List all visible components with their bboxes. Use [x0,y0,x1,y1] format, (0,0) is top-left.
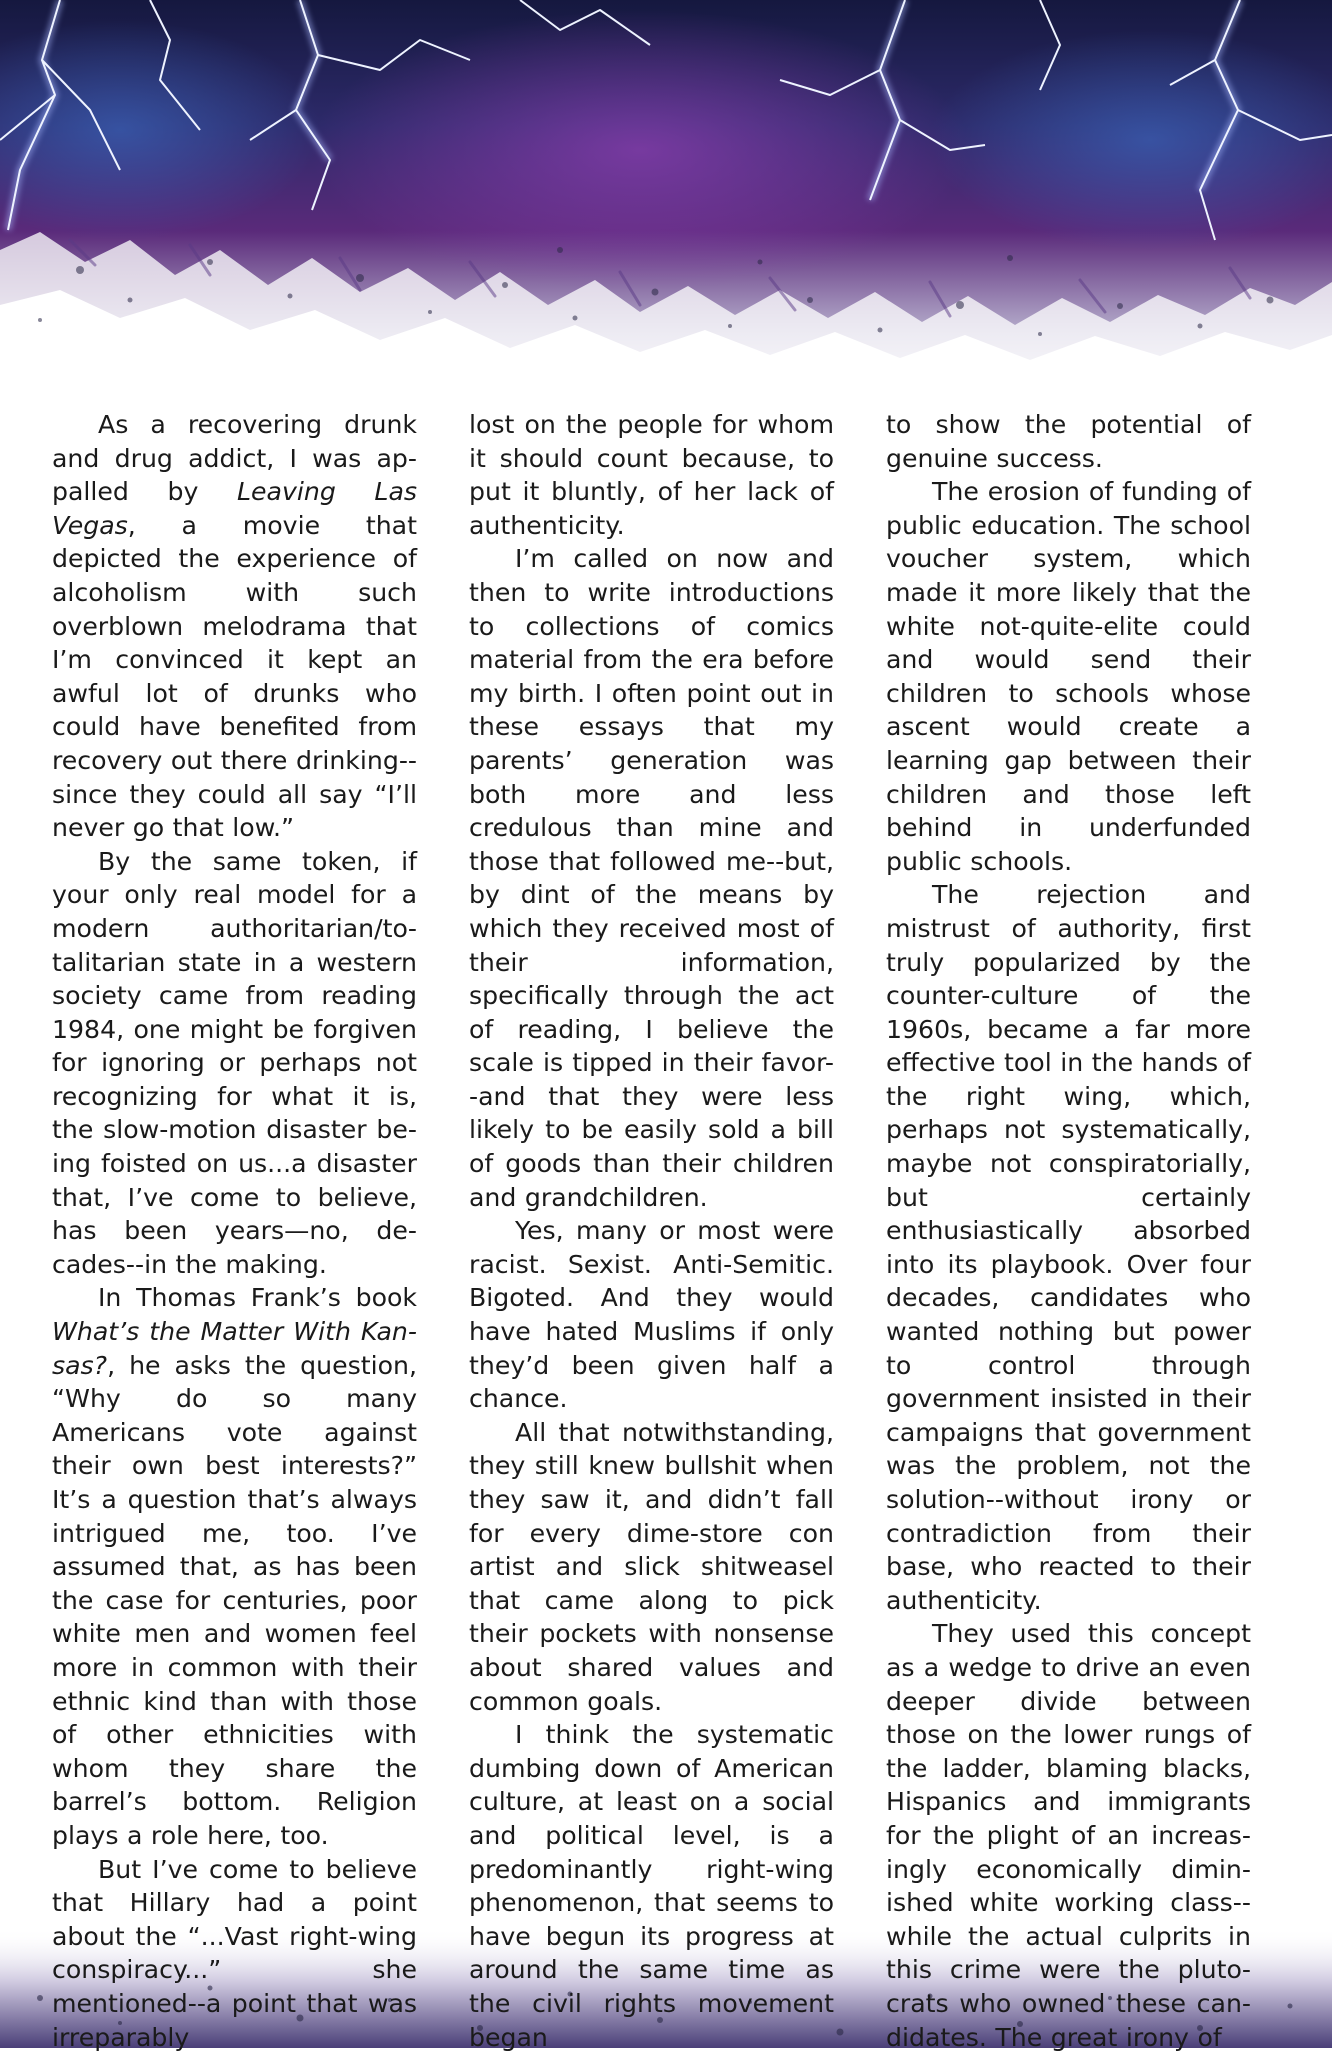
storm-header-art [0,0,1332,420]
paragraph [52,845,417,1282]
text-run: I think the systematic dumbing down of American culture, at least on a social and political level, is a predominantly right-wing phenomenon, that seems to have begun its progress at around the same time as the civil rights movement began [469,1720,834,2052]
text-run: The rejection and mistrust of authority, first truly popularized by the counter-culture of the 1960s, became a far more effective tool in the hands of the right wing, which, perhaps not systematically, maybe not conspiratorially, but certainly enthusiastically absorbed into its playbook. Over four decades, candidates who wanted nothing but power to control through government insisted in their campaigns that government was the problem, not the solution--without irony or contradiction from their base, who reacted to their authenticity. [886,880,1251,1615]
text-run: , he asks the question, “Why do so many Americans vote against their own best interests?” It’s a question that’s always intrigued me, too. I’ve assumed that, as has been the case for centuries, poor white men and women feel more in common with their ethnic kind than with those of other ethnicities with whom they share the barrel’s bottom. Religion plays a role here, too. [52,1350,417,1850]
text-run: All that notwithstanding, they still knew bullshit when they saw it, and didn’t fall for every dime-store con artist and slick shitweasel that came along to pick their pockets with nonsense about shared values and common goals. [469,1417,834,1716]
paragraph [469,1718,834,2054]
text-run: The erosion of funding of public education. The school voucher system, which made it more likely that the white not-quite-elite could and would send their children to schools whose ascent would create a learning gap between their children and those left behind in underfunded public schools. [886,477,1251,876]
article-column-1 [52,408,417,2054]
article-column-3 [886,408,1251,2054]
paragraph [469,408,834,542]
text-run: lost on the people for whom it should count because, to put it bluntly, of her lack of authenticity. [469,410,834,540]
sky-glow-purple [310,10,970,290]
paragraph [469,542,834,1214]
text-run: But I’ve come to believe that Hillary had a point about the “...Vast right-wing conspiracy...” she mentioned--a point that was irreparably [52,1854,417,2052]
paragraph [886,878,1251,1617]
text-run: They used this concept as a wedge to drive an even deeper divide between those on the lower rungs of the ladder, blaming blacks, Hispanics and immigrants for the plight of an increasingly economically diminished white working class--while the actual culprits in this crime were the plutocrats who owned these candidates. The great irony of [886,1619,1251,2052]
paragraph [886,1617,1251,2054]
paragraph [469,1214,834,1416]
text-run: , a movie that depicted the experience of alcoholism with such overblown melodrama that I’m convinced it kept an awful lot of drunks who could have benefited from recovery out there drinking--since they could all say “I’ll never go that low.” [52,510,417,843]
paragraph [52,408,417,845]
article-body [0,408,1332,2052]
text-run: I’m called on now and then to write introductions to collections of comics material from the era before my birth. I often point out in these essays that my parents’ generation was both more and less credulous than mine and those that followed me--but, by dint of the means by which they received most of their information, specifically through the act of reading, I believe the scale is tipped in their favor--and that they were less likely to be easily sold a bill of goods than their children and grandchildren. [469,544,834,1212]
paragraph [52,1281,417,1852]
text-run: to show the potential of genuine success. [886,410,1251,473]
title-italic: Leaving Las Vegas [52,477,418,540]
paragraph [52,1853,417,2054]
title-italic: What’s the Matter With Kansas? [52,1317,417,1380]
text-run: As a recovering drunk and drug addict, I was appalled by [52,410,417,507]
text-run: By the same token, if your only real model for a modern authoritarian/totalitarian state in a western society came from reading 1984, one might be forgiven for ignoring or perhaps not recognizing for what it is, the slow-motion disaster being foisted on us...a disaster that, I’ve come to believe, has been years—no, decades--in the making. [52,846,417,1279]
text-run: Yes, many or most were racist. Sexist. Anti-Semitic. Bigoted. And they would have hated Muslims if only they’d been given half a chance. [469,1216,834,1414]
paragraph [469,1416,834,1718]
paragraph [886,408,1251,475]
paragraph [886,475,1251,878]
article-column-2 [469,408,834,2054]
text-run: In Thomas Frank’s book [98,1283,417,1313]
